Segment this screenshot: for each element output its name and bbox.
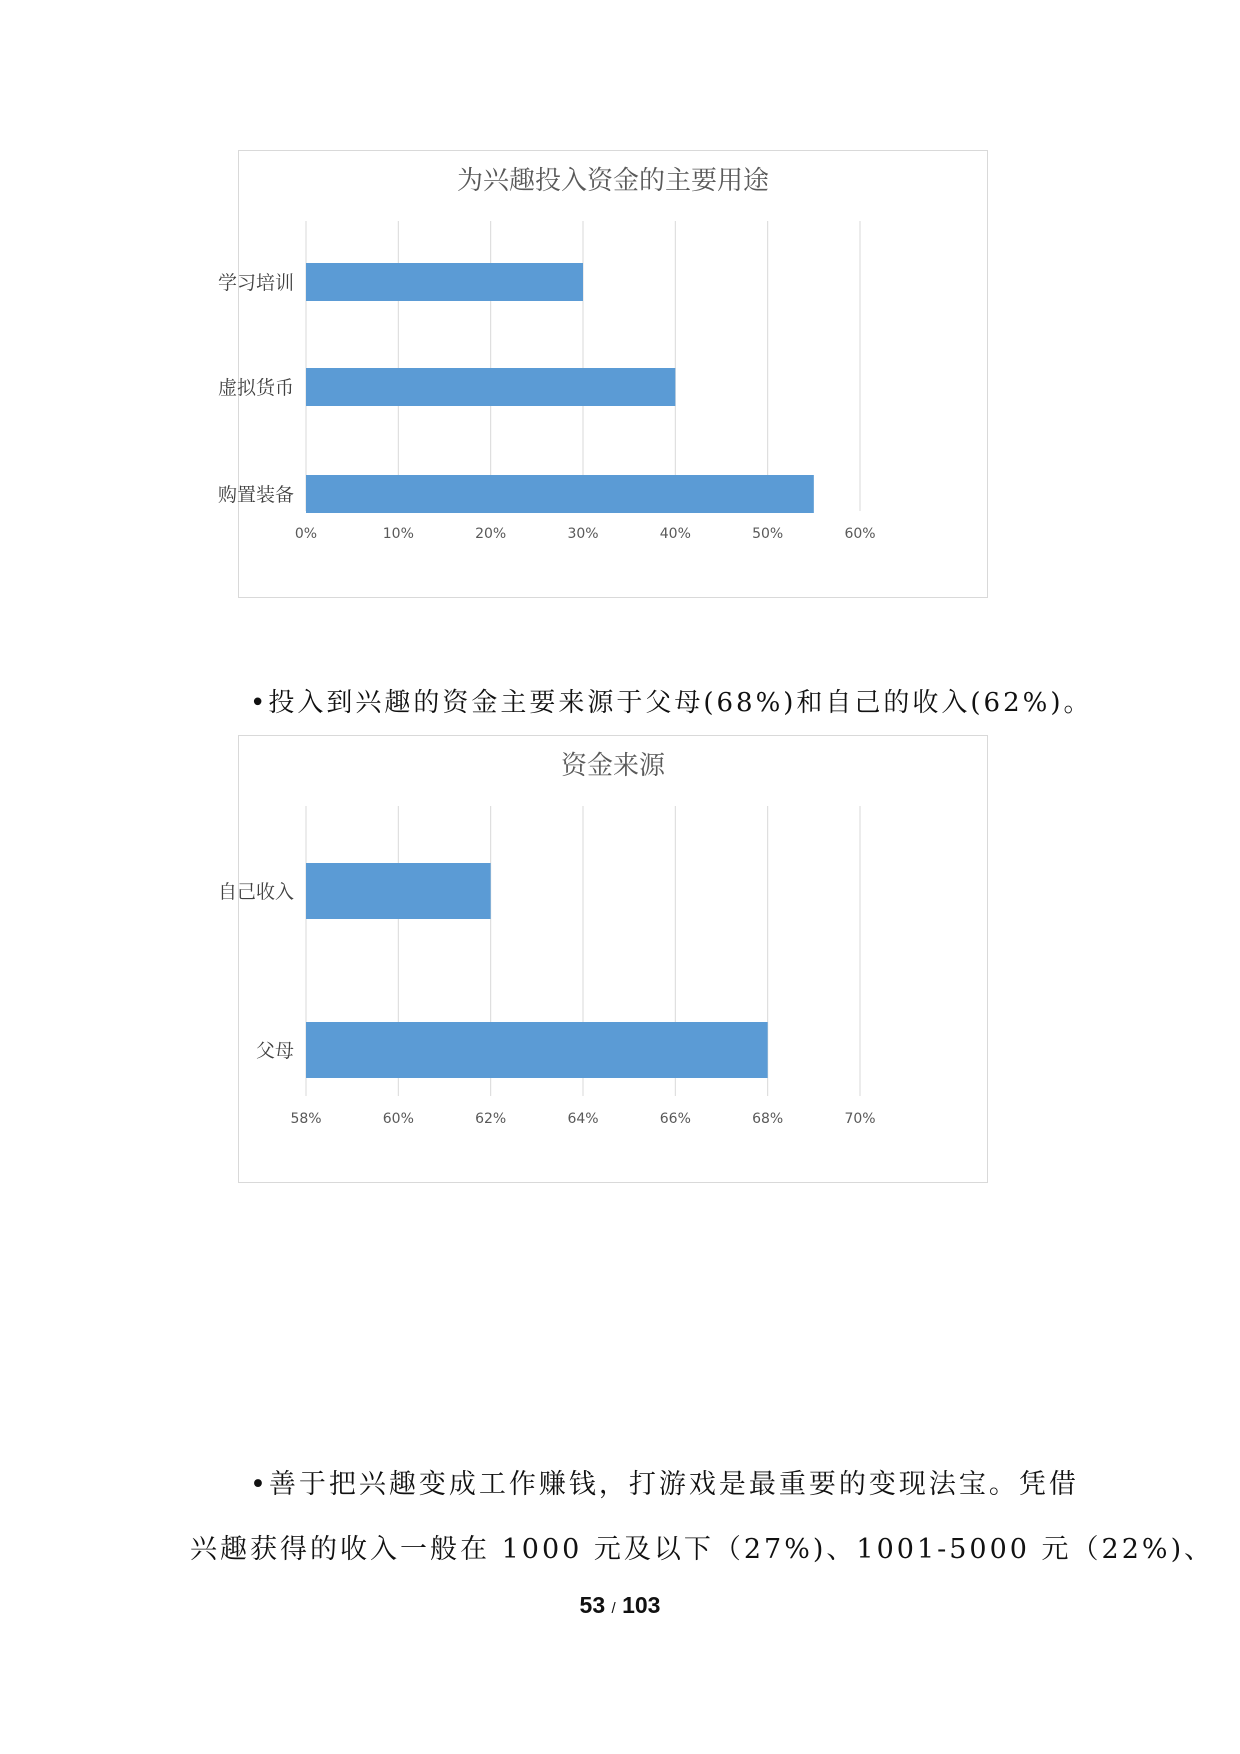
x-tick-label: 60% <box>844 526 876 542</box>
x-tick-label: 30% <box>567 526 599 542</box>
bar <box>306 263 583 301</box>
category-label: 父母 <box>255 1040 294 1062</box>
bar <box>306 1022 768 1078</box>
category-label: 虚拟货币 <box>217 377 294 399</box>
page-current: 53 <box>579 1592 606 1618</box>
x-tick-label: 68% <box>752 1111 784 1127</box>
page-number <box>0 1592 1240 1619</box>
x-tick-label: 70% <box>844 1111 876 1127</box>
category-label: 自己收入 <box>217 881 294 903</box>
chart-funding-uses-svg <box>217 151 987 597</box>
x-tick-label: 58% <box>290 1111 322 1127</box>
chart-funding-sources-svg <box>217 736 987 1182</box>
x-tick-label: 64% <box>567 1111 599 1127</box>
bar <box>306 368 675 406</box>
chart-funding-uses <box>217 150 988 598</box>
x-tick-label: 66% <box>659 1111 691 1127</box>
x-tick-label: 20% <box>475 526 507 542</box>
x-tick-label: 0% <box>294 526 318 542</box>
x-tick-label: 50% <box>752 526 784 542</box>
bar <box>306 475 814 513</box>
category-label: 购置装备 <box>217 484 294 506</box>
chart-funding-sources <box>217 735 988 1183</box>
category-label: 学习培训 <box>217 272 294 294</box>
x-tick-label: 40% <box>659 526 691 542</box>
paragraph-line-1: •善于把兴趣变成工作赚钱，打游戏是最重要的变现法宝。凭借 <box>250 1469 1079 1500</box>
x-tick-label: 10% <box>382 526 414 542</box>
paragraph-line-2: 兴趣获得的收入一般在 1000 元及以下（27%)、1001-5000 元（22%)、 <box>190 1534 1215 1565</box>
page-separator: / <box>611 1600 616 1617</box>
x-tick-label: 60% <box>382 1111 414 1127</box>
chart-title: 资金来源 <box>560 751 666 781</box>
page-total: 103 <box>622 1592 661 1618</box>
caption-funding-sources: •投入到兴趣的资金主要来源于父母(68%)和自己的收入(62%)。 <box>250 688 1093 718</box>
chart-title: 为兴趣投入资金的主要用途 <box>456 166 770 196</box>
x-tick-label: 62% <box>475 1111 507 1127</box>
bar <box>306 863 491 919</box>
